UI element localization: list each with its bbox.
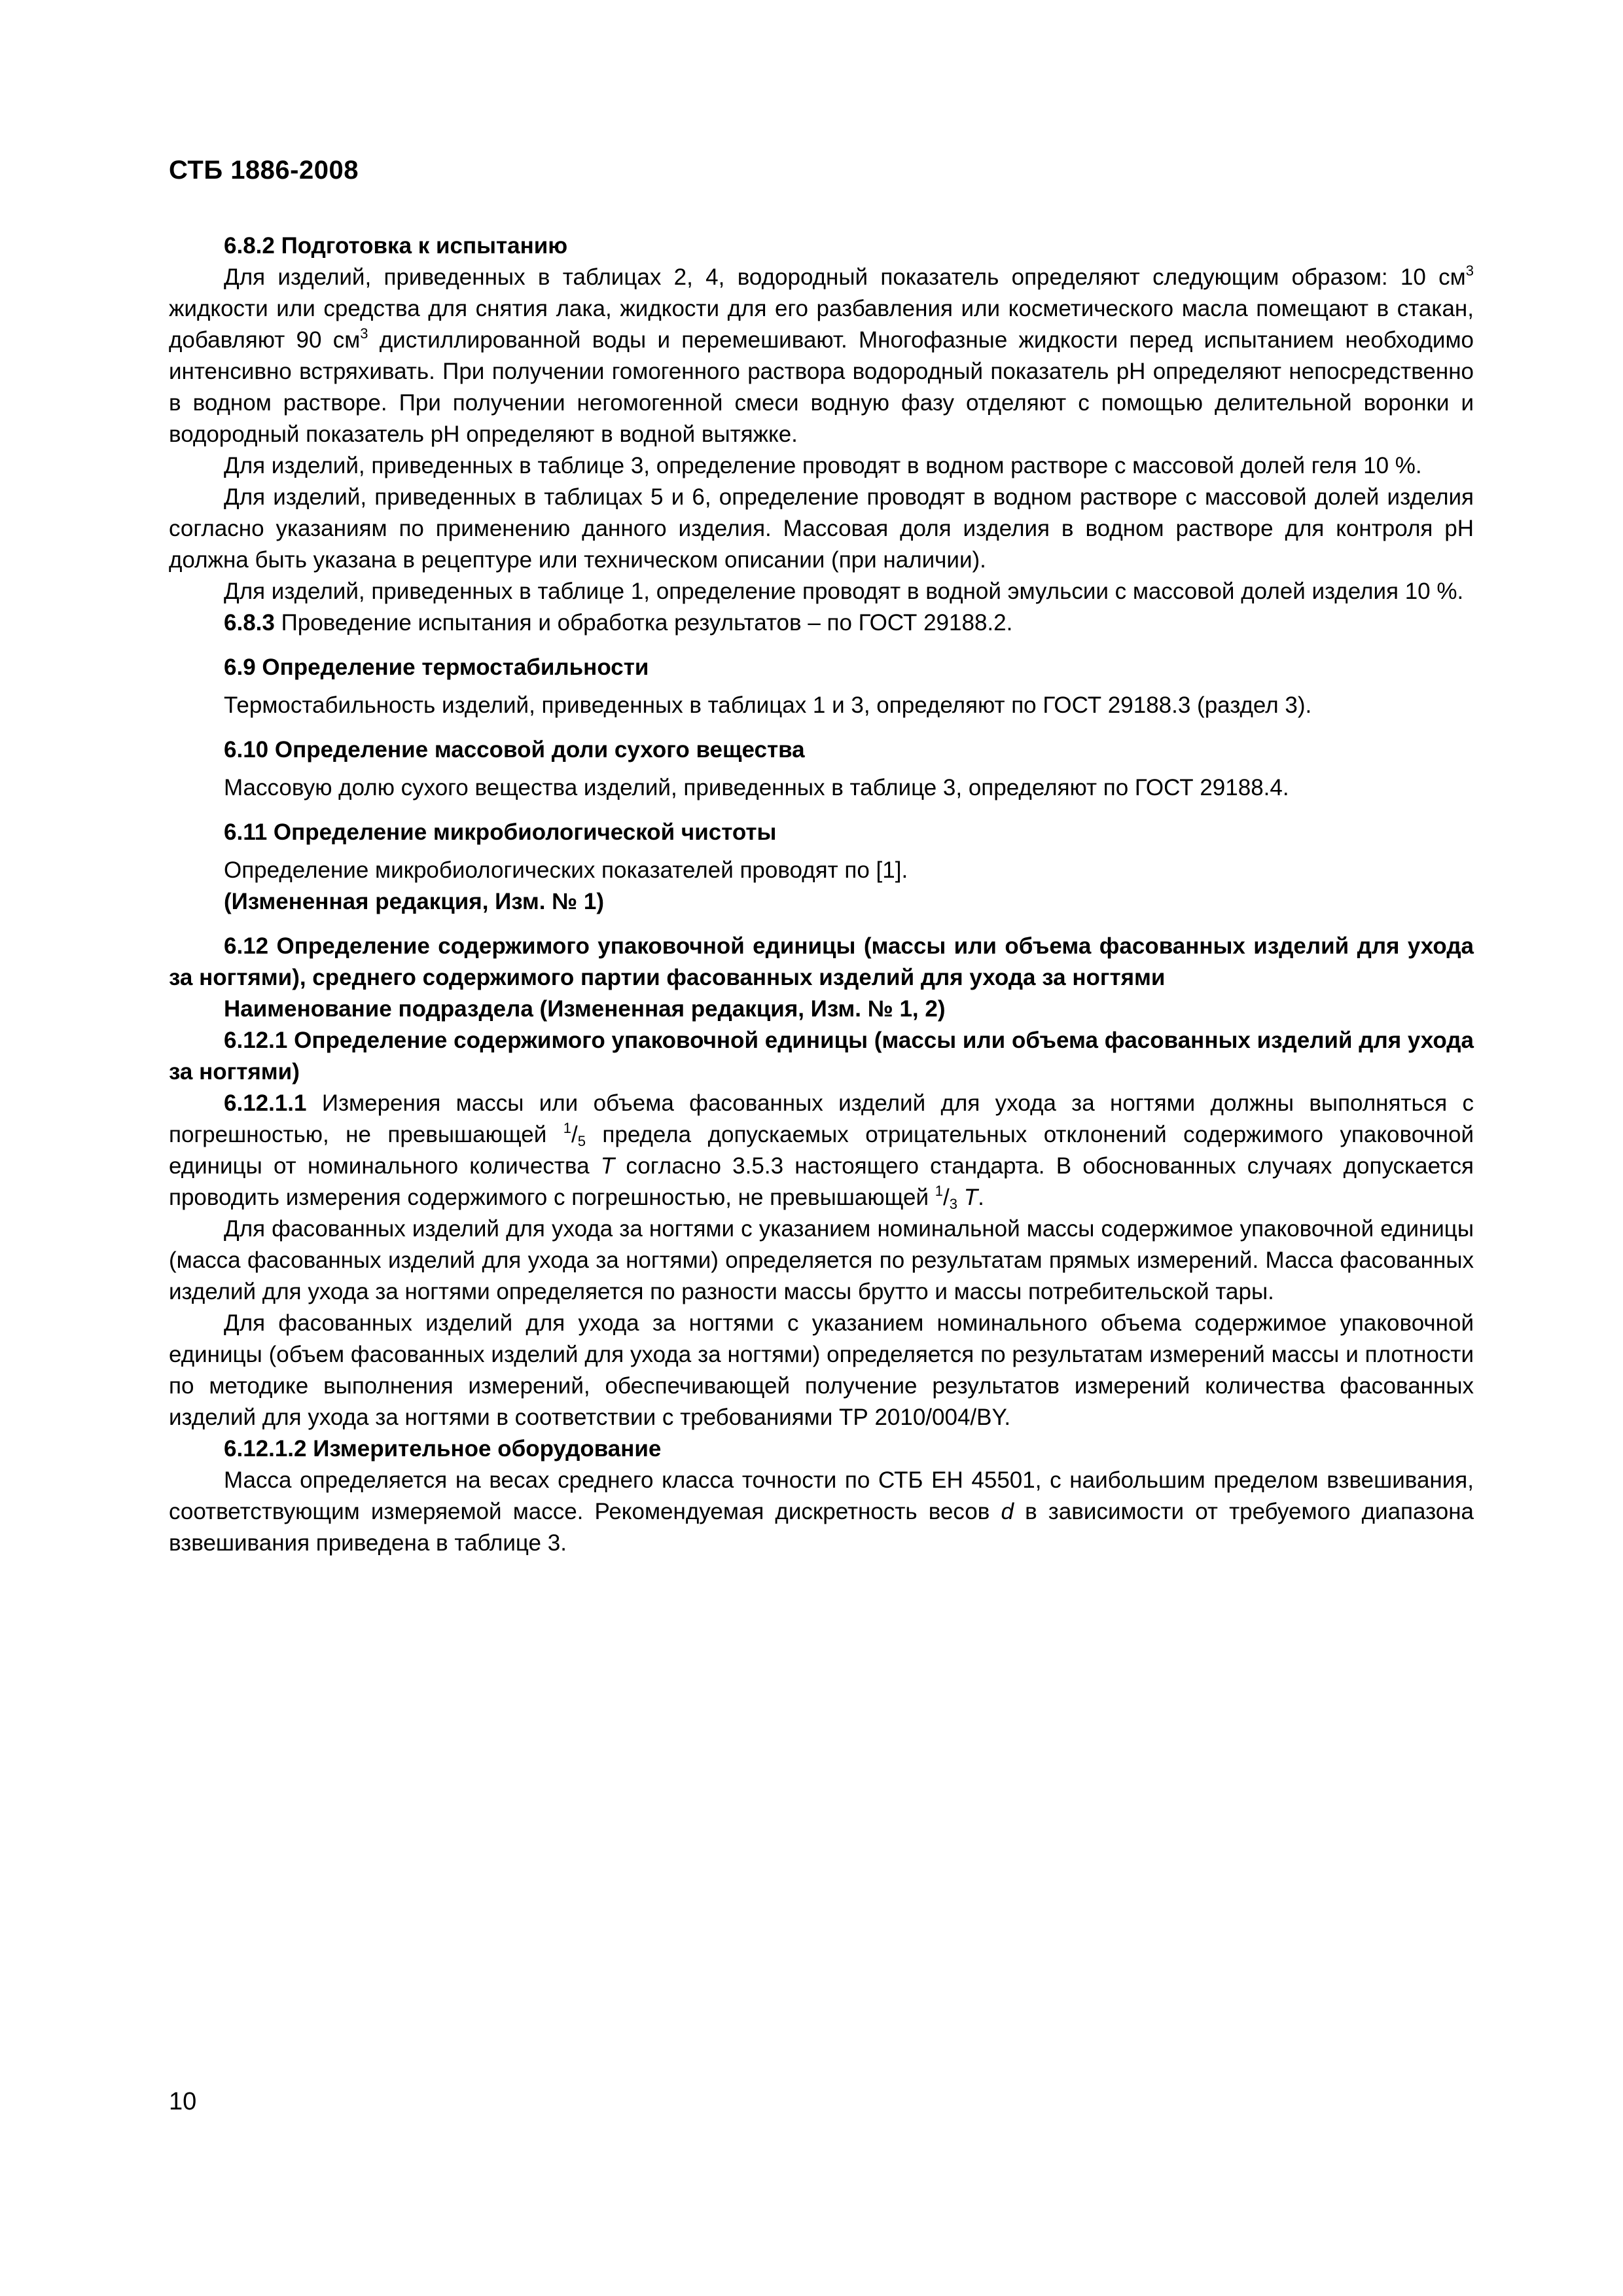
- text-run: Измерения массы или объема фасованных изделий для ухода за ногтями должны выполняться с погрешностью, не превышающей: [169, 1090, 1474, 1147]
- fraction-denominator: 3: [949, 1196, 957, 1212]
- document-body: [169, 230, 1474, 1559]
- text-run: согласно 3.5.3 настоящего стандарта. В обоснованных случаях допускается проводить измерения содержимого с погрешностью, не превышающей: [169, 1153, 1474, 1210]
- section-6-10-title: 6.10 Определение массовой доли сухого вещества: [224, 737, 805, 762]
- section-6-11-change-note: (Измененная редакция, Изм. № 1): [224, 889, 605, 914]
- section-6-12-1-1-paragraph-2: Для фасованных изделий для ухода за ногтями с указанием номинальной массы содержимое упаковочной единицы (масса фасованных изделий для ухода за ногтями) определяется по результатам прямых измерений. Масса фасованных изделий для ухода за ногтями определяется по разности массы брутто и массы потребительской тары.: [169, 1216, 1474, 1304]
- variable-d: d: [1001, 1499, 1014, 1524]
- superscript: 3: [1465, 262, 1474, 279]
- fraction-numerator: 1: [563, 1120, 571, 1136]
- text-run: Проведение испытания и обработка результатов – по ГОСТ 29188.2.: [274, 610, 1013, 636]
- text-run: жидкости или средства для снятия лака, жидкости для его разбавления или косметического масла помещают в стакан, добавляют 90 см: [169, 296, 1474, 353]
- section-6-8-2-paragraph-4: Для изделий, приведенных в таблице 1, определение проводят в водной эмульсии с массовой долей изделия 10 %.: [224, 579, 1464, 604]
- section-number: 6.8.3: [224, 610, 275, 636]
- variable-T: T: [600, 1153, 615, 1179]
- text-run: в зависимости от требуемого диапазона взвешивания приведена в таблице 3.: [169, 1499, 1474, 1556]
- section-6-8-3: [169, 607, 1474, 639]
- section-6-9-title: 6.9 Определение термостабильности: [224, 655, 649, 680]
- section-6-12-1-1-paragraph-3: Для фасованных изделий для ухода за ногтями с указанием номинального объема содержимое упаковочной единицы (объем фасованных изделий для ухода за ногтями) определяется по результатам измерений массы и плотности по методике выполнения измерений, обеспечивающей получение результатов измерений количества фасованных изделий для ухода за ногтями в соответствии с требованиями ТР 2010/004/BY.: [169, 1310, 1474, 1430]
- section-6-12-1-1-paragraph-1: 6.12.1.1 Измерения массы или объема фасованных изделий для ухода за ногтями должны выполняться с погрешностью, не превышающей $^1/_5$ предела допускаемых отрицательных отклонений содержимого упаковочной единицы от номинального количества T согласно 3.5.3 настоящего стандарта. В обоснованных случаях допускается проводить измерения содержимого с погрешностью, не превышающей $^1/_3$ T.: [169, 1090, 1474, 1212]
- section-6-11-text: Определение микробиологических показателей проводят по [1].: [224, 857, 908, 883]
- section-6-12-1-2-paragraph-1: [169, 1465, 1474, 1559]
- fraction-numerator: 1: [935, 1183, 943, 1199]
- fraction-denominator: 5: [577, 1133, 586, 1149]
- section-6-12-1-2-title: 6.12.1.2 Измерительное оборудование: [224, 1436, 662, 1462]
- text-run: Для изделий, приведенных в таблицах 2, 4, водородный показатель определяют следующим образом: 10 см: [224, 264, 1466, 290]
- section-6-9-text: Термостабильность изделий, приведенных в таблицах 1 и 3, определяют по ГОСТ 29188.3 (раздел 3).: [224, 692, 1312, 718]
- section-number: 6.12.1.1: [224, 1090, 307, 1116]
- text-run: дистиллированной воды и перемешивают. Многофазные жидкости перед испытанием необходимо интенсивно встряхивать. При получении гомогенного раствора водородный показатель pH определяют непосредственно в водном растворе. При получении негомогенной смеси водную фазу отделяют с помощью делительной воронки и водородный показатель pH определяют в водной вытяжке.: [169, 327, 1474, 447]
- text-run: .: [978, 1185, 984, 1210]
- variable-T: T: [963, 1185, 978, 1210]
- section-6-8-2-paragraph-3: Для изделий, приведенных в таблицах 5 и 6, определение проводят в водном растворе с массовой долей изделия согласно указаниям по применению данного изделия. Массовая доля изделия в водном растворе для контроля pH должна быть указана в рецептуре или техническом описании (при наличии).: [169, 484, 1474, 573]
- text-run: предела допускаемых отрицательных отклонений содержимого упаковочной единицы от номинального количества: [169, 1122, 1474, 1179]
- section-6-8-2-title: 6.8.2 Подготовка к испытанию: [224, 233, 568, 259]
- section-6-11-title: 6.11 Определение микробиологической чистоты: [224, 819, 777, 845]
- section-6-8-2-paragraph-2: Для изделий, приведенных в таблице 3, определение проводят в водном растворе с массовой долей геля 10 %.: [224, 453, 1422, 478]
- section-6-12-change-note: Наименование подраздела (Измененная редакция, Изм. № 1, 2): [224, 996, 946, 1022]
- section-6-10-text: Массовую долю сухого вещества изделий, приведенных в таблице 3, определяют по ГОСТ 29188.4.: [224, 775, 1289, 800]
- document-code-header: СТБ 1886-2008: [169, 156, 359, 185]
- section-6-12-1-title: 6.12.1 Определение содержимого упаковочной единицы (массы или объема фасованных изделий для ухода за ногтями): [169, 1028, 1474, 1085]
- page-number: 10: [169, 2088, 197, 2115]
- section-6-12-title: 6.12 Определение содержимого упаковочной единицы (массы или объема фасованных изделий для ухода за ногтями), среднего содержимого партии фасованных изделий для ухода за ногтями: [169, 933, 1474, 990]
- section-6-8-2-paragraph-1: [169, 262, 1474, 450]
- superscript: 3: [360, 325, 368, 342]
- text-run: Масса определяется на весах среднего класса точности по СТБ ЕН 45501, с наибольшим пределом взвешивания, соответствующим измеряемой массе. Рекомендуемая дискретность весов: [169, 1467, 1474, 1524]
